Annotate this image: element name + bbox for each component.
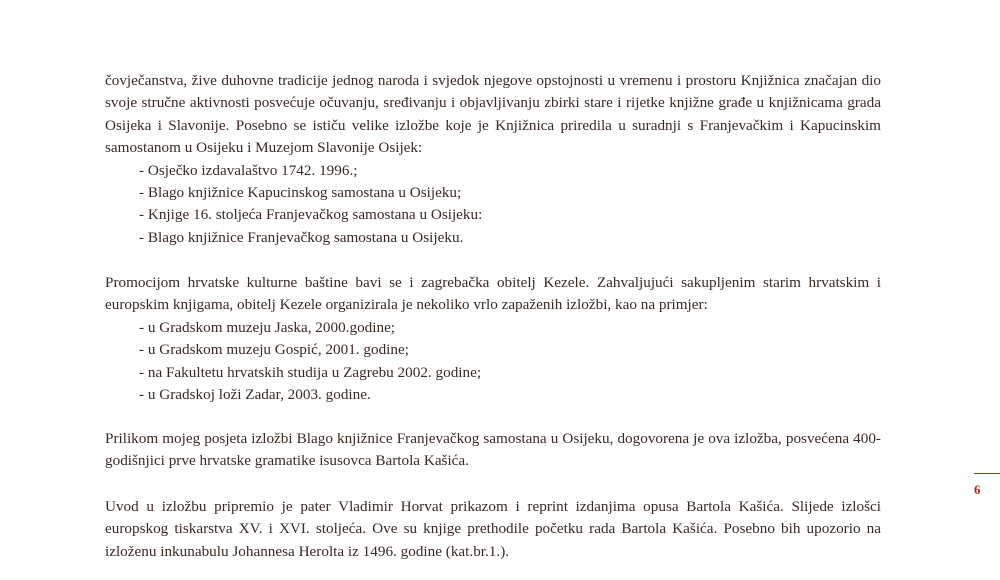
body-paragraph: Promocijom hrvatske kulturne baštine bavi se i zagrebačka obitelj Kezele. Zahvaljujući sakupljenim starim hrvatskim i europskim knjigama, obitelj Kezele organizirala je nekoliko vrlo zapaženih izložbi, kao na primjer:	[105, 274, 881, 314]
body-section-2	[105, 272, 881, 406]
list-item: - Osječko izdavalaštvo 1742. 1996.;	[139, 161, 358, 179]
body-paragraph: Prilikom mojeg posjeta izložbi Blago knjižnice Franjevačkog samostana u Osijeku, dogovorena je ova izložba, posvećena 400-godišnjici prve hrvatske gramatike isusovca Bartola Kašića.	[105, 430, 881, 470]
body-section-1	[105, 70, 881, 249]
list-item: - Knjige 16. stoljeća Franjevačkog samostana u Osijeku:	[139, 206, 483, 224]
list-item: - na Fakultetu hrvatskih studija u Zagrebu 2002. godine;	[139, 363, 482, 381]
list-item: - u Gradskom muzeju Jaska, 2000.godine;	[139, 318, 396, 336]
list-item: - u Gradskoj loži Zadar, 2003. godine.	[139, 386, 371, 404]
list-item: - Blago knjižnice Kapucinskog samostana u Osijeku;	[139, 184, 462, 202]
page-number-rule	[974, 473, 1000, 474]
exhibition-list	[105, 317, 881, 407]
body-paragraph: čovječanstva, žive duhovne tradicije jednog naroda i svjedok njegove opstojnosti u vremenu i prostoru Knjižnica značajan dio svoje stručne aktivnosti posvećuje očuvanju, sređivanju i objavljivanju zbirki stare i rijetke knjižne građe u knjižnicama grada Osijeka i Slavonije. Posebno se ističu velike izložbe koje je Knjižnica priredila u suradnji s Franjevačkim i Kapucinskim samostanom u Osijeku i Muzejom Slavonije Osijek:	[105, 72, 881, 157]
body-section-4	[105, 496, 881, 563]
exhibition-list	[105, 160, 881, 250]
body-section-3	[105, 428, 881, 473]
list-item: - u Gradskom muzeju Gospić, 2001. godine;	[139, 341, 409, 359]
list-item: - Blago knjižnice Franjevačkog samostana u Osijeku.	[139, 228, 464, 246]
body-paragraph: Uvod u izložbu pripremio je pater Vladimir Horvat prikazom i reprint izdanjima opusa Bartola Kašića. Slijede izlošci europskog tiskarstva XV. i XVI. stoljeća. Ove su knjige prethodile početku rada Bartola Kašića. Posebno bih upozorio na izloženu inkunabulu Johannesa Herolta iz 1496. godine (kat.br.1.).	[105, 498, 881, 560]
page-number: 6	[974, 482, 981, 497]
